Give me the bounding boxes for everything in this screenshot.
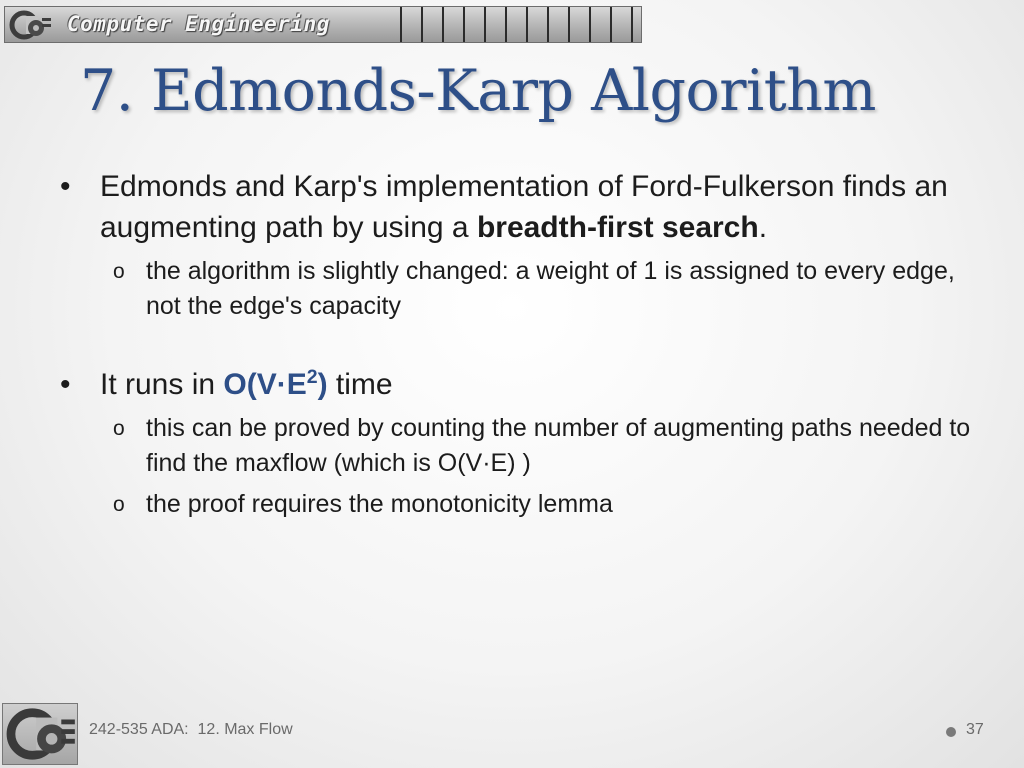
bullet-item (55, 166, 975, 248)
sub-bullet-marker: o (113, 493, 125, 516)
bullet-text: It runs in (100, 368, 224, 401)
bullet-text-end: . (758, 211, 768, 244)
bullet-text-end: time (327, 368, 393, 401)
sub-bullet-marker: o (113, 260, 125, 283)
sub-bullet-item (55, 487, 975, 522)
sub-bullet-marker: o (113, 417, 125, 440)
slide-content (55, 166, 975, 522)
sub-bullet-text: this can be proved by counting the number of augmenting paths needed to find the maxflow (which is O(V·E) ) (146, 414, 971, 477)
sub-bullet-text: the algorithm is slightly changed: a weight of 1 is assigned to every edge, not the edge's capacity (146, 257, 955, 320)
complexity-formula (223, 368, 327, 401)
ce-gear-logo-icon (9, 10, 53, 40)
complexity-base: O(V·E (223, 368, 307, 401)
page-number: 37 (966, 721, 984, 738)
footer-dot-icon (946, 727, 956, 737)
header-banner (4, 6, 642, 43)
bullet-marker: • (60, 170, 71, 203)
spacer (55, 324, 975, 364)
sub-bullet-text: the proof requires the monotonicity lemma (146, 490, 613, 518)
footer-logo (2, 703, 78, 765)
bullet-bold-text: breadth-first search (476, 211, 759, 244)
bullet-text: Edmonds and Karp's implementation of Ford-Fulkerson finds an augmenting path by using a (100, 170, 948, 244)
complexity-close: ) (317, 368, 328, 401)
ce-gear-logo-icon (3, 704, 77, 764)
footer-course-label: 242-535 ADA: 12. Max Flow (89, 721, 293, 738)
sub-bullet-item (55, 411, 975, 481)
banner-title: Computer Engineering (67, 12, 330, 36)
bullet-marker: • (60, 368, 71, 401)
banner-decorative-bars (381, 7, 642, 43)
slide-title: 7. Edmonds-Karp Algorithm (80, 58, 876, 124)
sub-bullet-item (55, 254, 975, 324)
complexity-exponent: 2 (306, 366, 318, 388)
bullet-item (55, 364, 975, 405)
